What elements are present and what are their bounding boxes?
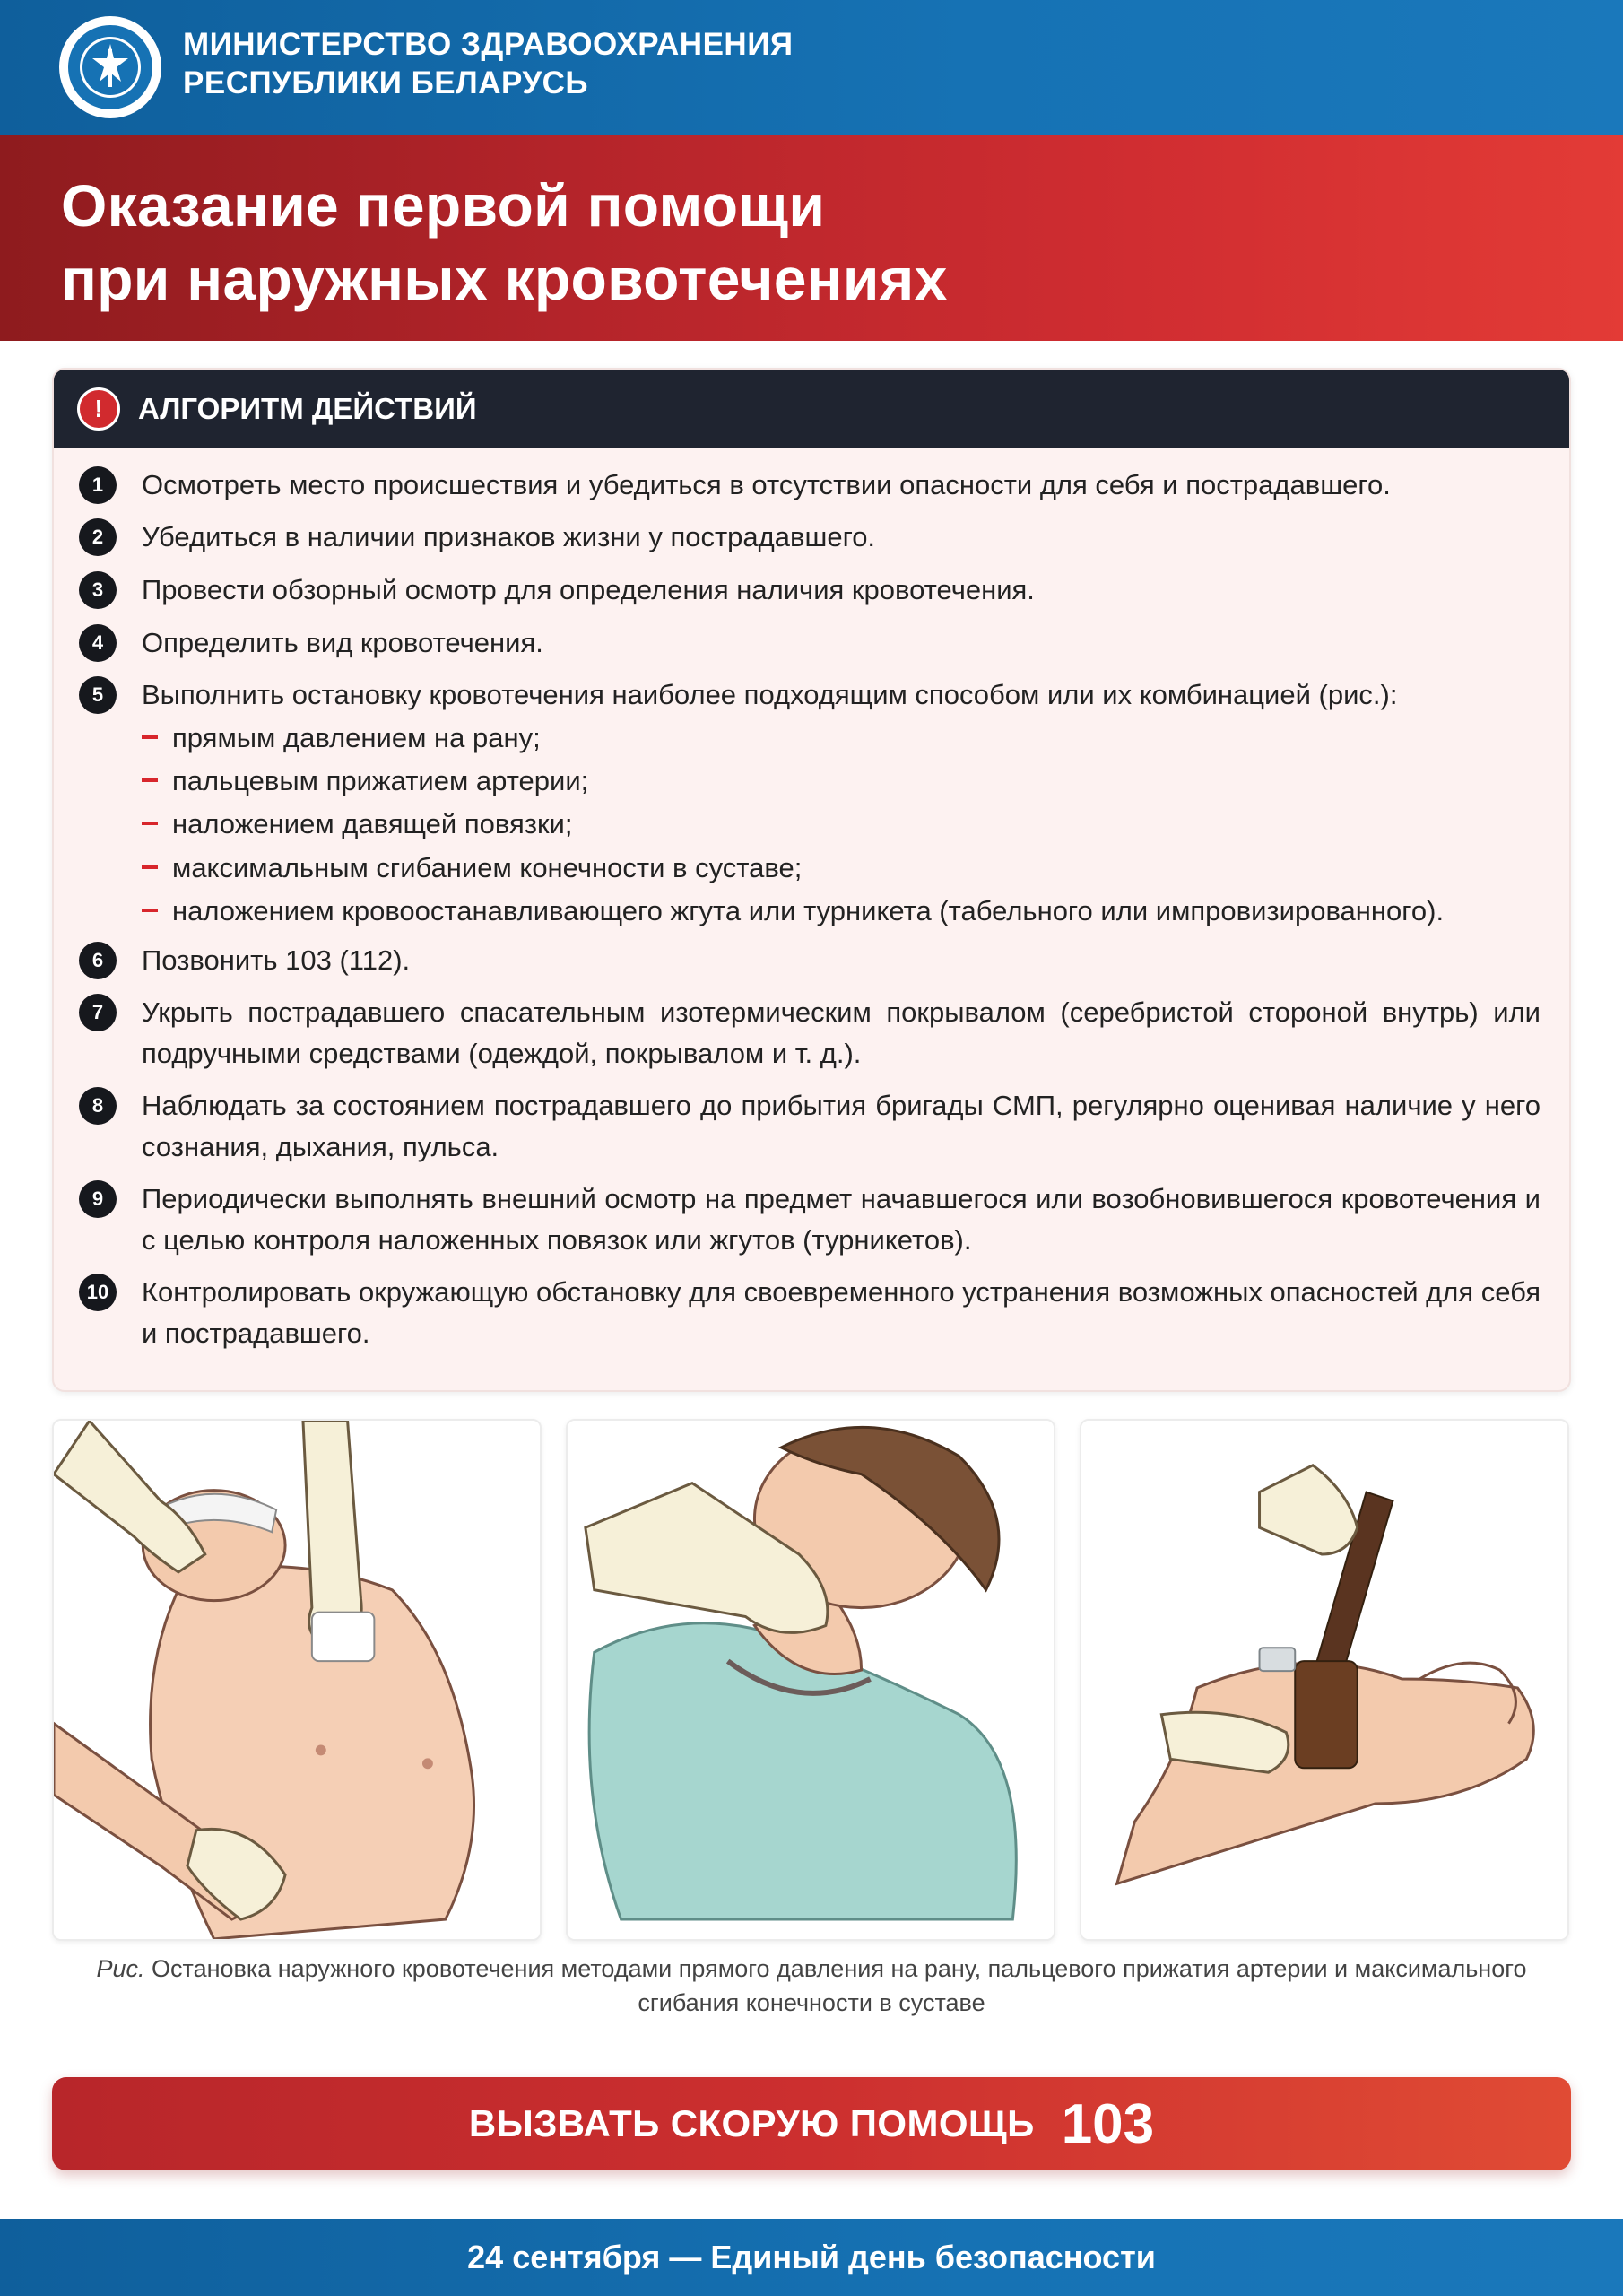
- footer-banner: [0, 2219, 1623, 2296]
- figure-caption: [52, 1952, 1571, 2020]
- caption-prefix: Рис.: [96, 1955, 145, 1982]
- call-ambulance-label: ВЫЗВАТЬ СКОРУЮ ПОМОЩЬ: [468, 2102, 1035, 2144]
- caption-text: Остановка наружного кровотечения методами прямого давления на рану, пальцевого прижатия артерии и максимального сгибания конечности в суставе: [144, 1955, 1527, 2016]
- ministry-emblem-icon: [59, 16, 161, 118]
- algorithm-card: [52, 368, 1571, 1392]
- step-text: Контролировать окружающую обстановку для своевременного устранения возможных опасностей для себя и пострадавшего.: [142, 1276, 1541, 1349]
- step-text: Выполнить остановку кровотечения наиболее подходящим способом или их комбинацией (рис.):: [142, 679, 1398, 710]
- step-text: Провести обзорный осмотр для определения наличия кровотечения.: [142, 574, 1035, 605]
- method-text: прямым давлением на рану;: [172, 722, 541, 753]
- page-title-line-2: при наружных кровотечениях: [61, 246, 948, 312]
- ministry-line-2: РЕСПУБЛИКИ БЕЛАРУСЬ: [183, 65, 589, 100]
- artery-compression-illustration: [568, 1421, 1054, 1939]
- step-text: Периодически выполнять внешний осмотр на предмет начавшегося или возобновившегося кровотечения и с целью контроля наложенных повязок или жгутов (турникетов).: [142, 1183, 1541, 1256]
- figure-limb-flexion: [1080, 1419, 1569, 1941]
- step-number: 10: [79, 1274, 117, 1311]
- step-number: 3: [79, 571, 117, 609]
- method-text: максимальным сгибанием конечности в суставе;: [172, 852, 803, 883]
- figure-artery-compression: [566, 1419, 1055, 1941]
- step-text: Убедиться в наличии признаков жизни у пострадавшего.: [142, 521, 876, 552]
- method-item: [142, 891, 1523, 932]
- step-number: 9: [79, 1180, 117, 1218]
- method-text: наложением кровоостанавливающего жгута или турникета (табельного или импровизированного).: [172, 895, 1445, 926]
- limb-flexion-tourniquet-illustration: [1081, 1421, 1567, 1939]
- ministry-header: [0, 0, 1623, 135]
- dash-bullet: [142, 735, 158, 739]
- call-ambulance-number: 103: [1061, 2092, 1155, 2155]
- step-number: 7: [79, 994, 117, 1031]
- step-text: Осмотреть место происшествия и убедиться в отсутствии опасности для себя и пострадавшего.: [142, 469, 1391, 500]
- method-text: пальцевым прижатием артерии;: [172, 765, 589, 796]
- method-item: [142, 761, 1523, 802]
- dash-bullet: [142, 778, 158, 782]
- method-text: наложением давящей повязки;: [172, 808, 573, 839]
- page-title-line-1: Оказание первой помощи: [61, 172, 826, 239]
- step-number: 6: [79, 942, 117, 979]
- algorithm-title: АЛГОРИТМ ДЕЙСТВИЙ: [138, 392, 477, 425]
- dash-bullet: [142, 865, 158, 869]
- step-number: 1: [79, 466, 117, 504]
- step-number: 5: [79, 676, 117, 714]
- step-number: 8: [79, 1087, 117, 1125]
- step-text: Укрыть пострадавшего спасательным изотермическим покрывалом (серебристой стороной внутрь) или подручными средствами (одеждой, покрывалом и т. д.).: [142, 996, 1541, 1069]
- ministry-line-1: МИНИСТЕРСТВО ЗДРАВООХРАНЕНИЯ: [183, 27, 794, 62]
- call-ambulance-button[interactable]: [52, 2077, 1571, 2170]
- direct-pressure-illustration: [54, 1421, 540, 1939]
- step-text: Наблюдать за состоянием пострадавшего до прибытия бригады СМП, регулярно оценивая наличие у него сознания, дыхания, пульса.: [142, 1090, 1541, 1162]
- step-number: 2: [79, 518, 117, 556]
- dash-bullet: [142, 822, 158, 825]
- step-text: Позвонить 103 (112).: [142, 944, 411, 976]
- algorithm-header: [54, 370, 1569, 448]
- method-item: [142, 848, 1523, 889]
- step-number: 4: [79, 624, 117, 662]
- dash-bullet: [142, 909, 158, 912]
- figure-direct-pressure: [52, 1419, 542, 1941]
- alert-icon: !: [77, 387, 120, 430]
- ministry-name: [183, 25, 794, 102]
- step-text: Определить вид кровотечения.: [142, 627, 543, 658]
- method-item: [142, 804, 1523, 845]
- page-title: [61, 169, 948, 316]
- footer-text: 24 сентября — Единый день безопасности: [467, 2239, 1156, 2275]
- title-band: [0, 135, 1623, 341]
- method-item: [142, 718, 1523, 759]
